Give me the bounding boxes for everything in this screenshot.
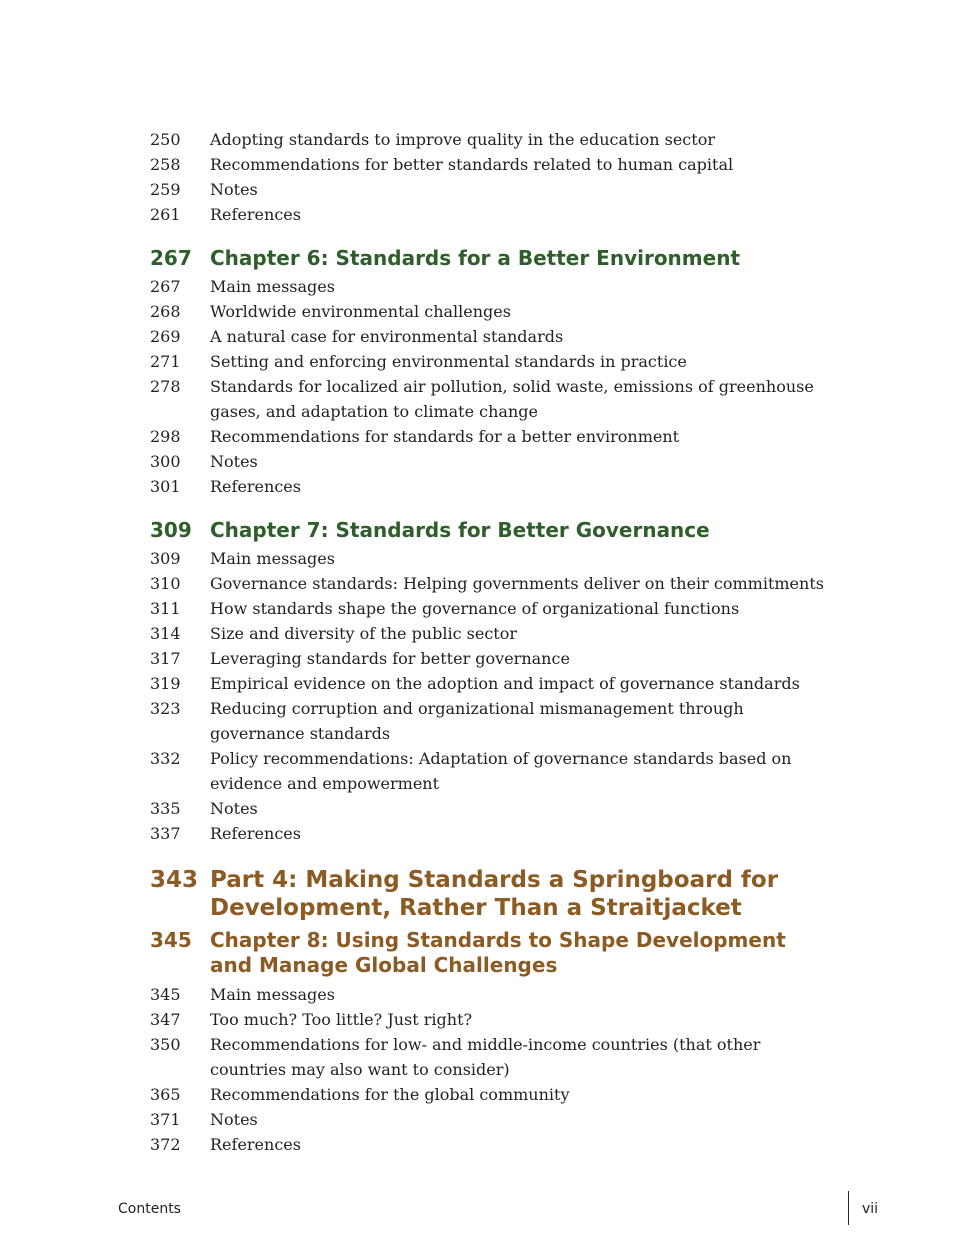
toc-entry-title: Empirical evidence on the adoption and impact of governance standards [210,674,800,693]
toc-entry[interactable] [150,177,830,202]
table-of-contents [150,127,830,1157]
toc-entry-title: Notes [210,1110,258,1129]
chapter-title: Chapter 7: Standards for Better Governance [210,518,710,542]
toc-entry-title: Adopting standards to improve quality in the education sector [210,130,715,149]
toc-entry[interactable] [150,696,830,746]
toc-entry[interactable] [150,202,830,227]
toc-entry[interactable] [150,1082,830,1107]
toc-entry[interactable] [150,274,830,299]
toc-page-number: 317 [150,649,181,668]
toc-entry-title: References [210,477,301,496]
toc-entry[interactable] [150,982,830,1007]
toc-page-number: 309 [150,549,181,568]
toc-entry[interactable] [150,646,830,671]
toc-page-number: 323 [150,699,181,718]
chapter-8-heading[interactable] [150,928,830,978]
toc-page-number: 300 [150,452,181,471]
toc-page-number: 259 [150,180,181,199]
toc-page-number: 258 [150,155,181,174]
toc-page-number: 365 [150,1085,181,1104]
toc-entry[interactable] [150,1132,830,1157]
toc-page-number: 314 [150,624,181,643]
toc-entry[interactable] [150,474,830,499]
toc-entry[interactable] [150,796,830,821]
toc-page-number: 335 [150,799,181,818]
toc-page-number: 337 [150,824,181,843]
toc-entry-title: Main messages [210,985,335,1004]
toc-entry-title: Worldwide environmental challenges [210,302,511,321]
toc-entry-title: Main messages [210,277,335,296]
toc-entry[interactable] [150,746,830,796]
toc-entry-title: Standards for localized air pollution, solid waste, emissions of greenhouse gases, and adaptation to climate change [210,377,814,421]
toc-page-number: 332 [150,749,181,768]
toc-entry[interactable] [150,1007,830,1032]
toc-entry[interactable] [150,821,830,846]
toc-entry-title: Policy recommendations: Adaptation of governance standards based on evidence and empowerment [210,749,792,793]
toc-entry-title: Recommendations for low- and middle-income countries (that other countries may also want to consider) [210,1035,761,1079]
toc-page-number: 269 [150,327,181,346]
toc-entry[interactable] [150,1107,830,1132]
toc-entry[interactable] [150,374,830,424]
toc-page-number: 345 [150,985,181,1004]
toc-entry-title: References [210,824,301,843]
toc-page-number: 301 [150,477,181,496]
toc-entry[interactable] [150,1032,830,1082]
toc-entry-title: Notes [210,180,258,199]
toc-page-number: 278 [150,377,181,396]
chapter-page-number: 267 [150,246,192,270]
toc-entry[interactable] [150,546,830,571]
toc-entry[interactable] [150,349,830,374]
toc-page-number: 371 [150,1110,181,1129]
folio-page-number: vii [862,1201,879,1217]
toc-entry-title: Notes [210,452,258,471]
toc-entry-title: Notes [210,799,258,818]
toc-page-number: 372 [150,1135,181,1154]
chapter-page-number: 309 [150,518,192,542]
toc-page-number: 347 [150,1010,181,1029]
toc-entry-title: Reducing corruption and organizational mismanagement through governance standards [210,699,744,743]
toc-page-number: 268 [150,302,181,321]
chapter-6-heading[interactable] [150,244,830,272]
toc-entry-title: Too much? Too little? Just right? [210,1010,473,1029]
running-footer-label: Contents [118,1201,181,1217]
toc-page-number: 267 [150,277,181,296]
toc-entry-title: Recommendations for standards for a better environment [210,427,680,446]
toc-entry-title: References [210,205,301,224]
toc-entry-title: Recommendations for the global community [210,1085,570,1104]
toc-page-number: 250 [150,130,181,149]
chapter-title: Chapter 6: Standards for a Better Environment [210,246,740,270]
toc-page-number: 311 [150,599,181,618]
part-4-heading[interactable] [150,866,830,922]
chapter-7-heading[interactable] [150,516,830,544]
toc-entry-title: Setting and enforcing environmental standards in practice [210,352,687,371]
toc-entry[interactable] [150,324,830,349]
toc-entry[interactable] [150,671,830,696]
toc-entry-title: A natural case for environmental standards [210,327,564,346]
toc-entry[interactable] [150,596,830,621]
part-page-number: 343 [150,867,199,893]
part-title: Part 4: Making Standards a Springboard for Development, Rather Than a Straitjacket [210,867,779,921]
toc-entry[interactable] [150,127,830,152]
toc-page-number: 261 [150,205,181,224]
toc-page-number: 271 [150,352,181,371]
toc-entry-title: Recommendations for better standards related to human capital [210,155,734,174]
chapter-page-number: 345 [150,928,192,952]
toc-page-number: 350 [150,1035,181,1054]
toc-entry[interactable] [150,621,830,646]
toc-entry-title: Size and diversity of the public sector [210,624,517,643]
toc-entry-title: Governance standards: Helping governments deliver on their commitments [210,574,824,593]
toc-entry-title: Main messages [210,549,335,568]
chapter-title: Chapter 8: Using Standards to Shape Development and Manage Global Challenges [210,928,786,977]
toc-page-number: 298 [150,427,181,446]
toc-page-number: 319 [150,674,181,693]
toc-entry[interactable] [150,449,830,474]
toc-entry[interactable] [150,299,830,324]
toc-entry-title: Leveraging standards for better governance [210,649,570,668]
toc-entry[interactable] [150,424,830,449]
toc-entry-title: How standards shape the governance of organizational functions [210,599,740,618]
toc-page-number: 310 [150,574,181,593]
toc-entry-title: References [210,1135,301,1154]
toc-entry[interactable] [150,152,830,177]
footer-divider [848,1191,849,1225]
toc-entry[interactable] [150,571,830,596]
